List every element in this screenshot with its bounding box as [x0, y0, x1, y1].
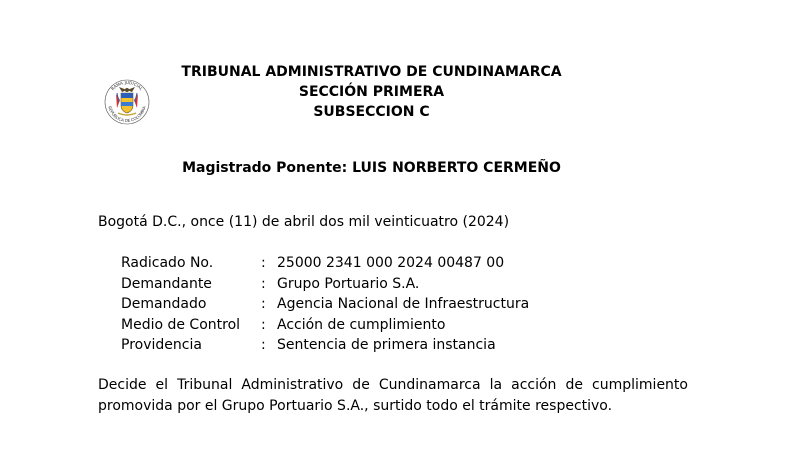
field-label: Providencia: [121, 337, 202, 353]
seal-bottom-text: REPÚBLICA DE COLOMBIA: [107, 105, 147, 124]
field-value: Sentencia de primera instancia: [277, 337, 496, 353]
field-label: Medio de Control: [121, 316, 241, 333]
field-value: Acción de cumplimiento: [277, 316, 446, 333]
field-colon: :: [261, 255, 266, 271]
field-label: Radicado No.: [121, 255, 214, 271]
field-colon: :: [261, 275, 266, 292]
document-header: [0, 62, 743, 122]
body-paragraph: [98, 375, 688, 417]
field-value: Grupo Portuario S.A.: [277, 275, 420, 292]
court-name: TRIBUNAL ADMINISTRATIVO DE CUNDINAMARCA: [181, 64, 562, 80]
field-label: Demandado: [121, 296, 207, 312]
field-label: Demandante: [121, 275, 212, 292]
paragraph-line: promovida por el Grupo Portuario S.A., surtido todo el trámite respectivo.: [98, 398, 613, 414]
field-colon: :: [261, 296, 266, 312]
seal-top-text: RAMA JUDICIAL: [110, 79, 144, 92]
field-value: 25000 2341 000 2024 00487 00: [277, 255, 505, 271]
field-value: Agencia Nacional de Infraestructura: [277, 296, 530, 312]
magistrado-ponente: Magistrado Ponente: LUIS NORBERTO CERMEÑO: [182, 160, 561, 176]
field-colon: :: [261, 316, 266, 333]
document-date: Bogotá D.C., once (11) de abril dos mil veinticuatro (2024): [98, 214, 510, 230]
field-colon: :: [261, 337, 266, 353]
court-subsection: SUBSECCION C: [313, 104, 430, 120]
court-section: SECCIÓN PRIMERA: [298, 84, 445, 100]
paragraph-line: Decide el Tribunal Administrativo de Cundinamarca la acción de cumplimiento: [98, 377, 688, 393]
